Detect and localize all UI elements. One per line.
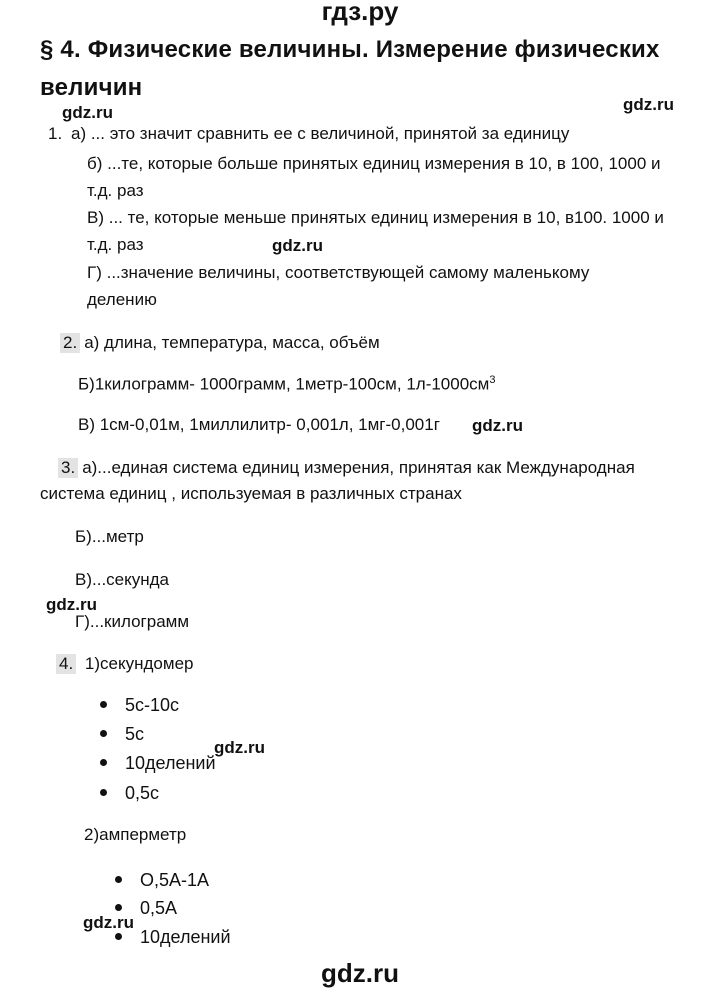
list-item-text: О,5А-1А [140,870,210,890]
q4-number: 4. [56,654,76,674]
q1-answer-d-line1: Г) ...значение величины, соответствующей самому маленькому [87,263,590,282]
list-item-text: 5с [125,724,145,744]
bullet-icon [100,789,107,796]
q2-answer-b-superscript: 3 [489,374,496,386]
list-item-text: 5с-10с [125,695,180,715]
q4-item1-text: 1)секундомер [84,654,194,673]
list-item-text: 10делений [125,753,216,773]
q1-answer-a: а) ... это значит сравнить ее с величиной, принятой за единицу [71,124,570,143]
bullet-icon [100,730,107,737]
q2-answer-b-text: Б)1килограмм- 1000грамм, 1метр-100см, 1л-1000см [78,374,490,394]
q1-answer-b-line2: т.д. раз [87,181,144,200]
q1-answer-d-line2: делению [87,290,157,309]
site-footer: gdz.ru [321,958,399,988]
page-title-line1: § 4. Физические величины. Измерение физических [40,36,660,63]
site-header: гдз.ру [321,0,399,26]
watermark: gdz.ru [83,913,134,932]
q3-answer-b: Б)...метр [75,527,144,546]
q2-answer-a [60,333,380,353]
watermark: gdz.ru [46,595,97,614]
watermark: gdz.ru [623,95,674,114]
bullet-icon [100,701,107,708]
bullet-icon [115,933,122,940]
q2-number: 2. [60,333,80,353]
list-item [100,724,144,745]
q2-answer-c: В) 1см-0,01м, 1миллилитр- 0,001л, 1мг-0,001г [78,415,440,434]
list-item [115,898,177,919]
watermark: gdz.ru [62,103,113,122]
bullet-icon [115,904,122,911]
list-item [100,695,179,716]
q4-item1 [56,654,193,674]
q2-answer-a-text: а) длина, температура, масса, объём [84,333,380,352]
list-item [100,753,216,774]
q3-answer-c: В)...секунда [75,570,170,589]
watermark: gdz.ru [472,416,523,435]
list-item-text: 0,5с [125,783,160,803]
bullet-icon [115,876,122,883]
list-item-text: 0,5А [140,898,178,918]
q1-answer-c-line1: В) ... те, которые меньше принятых единиц измерения в 10, в100. 1000 и [87,208,664,227]
list-item [100,783,159,804]
list-item-text: 10делений [140,927,231,947]
list-item [115,927,231,948]
q3-answer-a-line2: система единиц , используемая в различных странах [40,484,462,503]
list-item [115,870,209,891]
q1-answer-c-line2: т.д. раз [87,235,144,254]
q4-item2: 2)амперметр [84,825,187,844]
q3-answer-a-text: а)...единая система единиц измерения, принятая как Международная [82,458,635,477]
q3-answer-a-line1 [58,458,635,478]
q1-answer-b-line1: б) ...те, которые больше принятых единиц измерения в 10, в 100, 1000 и [87,154,661,173]
watermark: gdz.ru [214,738,265,757]
page-title-line2: величин [40,74,143,101]
q3-number: 3. [58,458,78,478]
watermark: gdz.ru [272,236,323,255]
q1-number: 1. [48,124,63,143]
bullet-icon [100,759,107,766]
q3-answer-d: Г)...килограмм [75,612,190,631]
q2-answer-b [78,374,496,395]
